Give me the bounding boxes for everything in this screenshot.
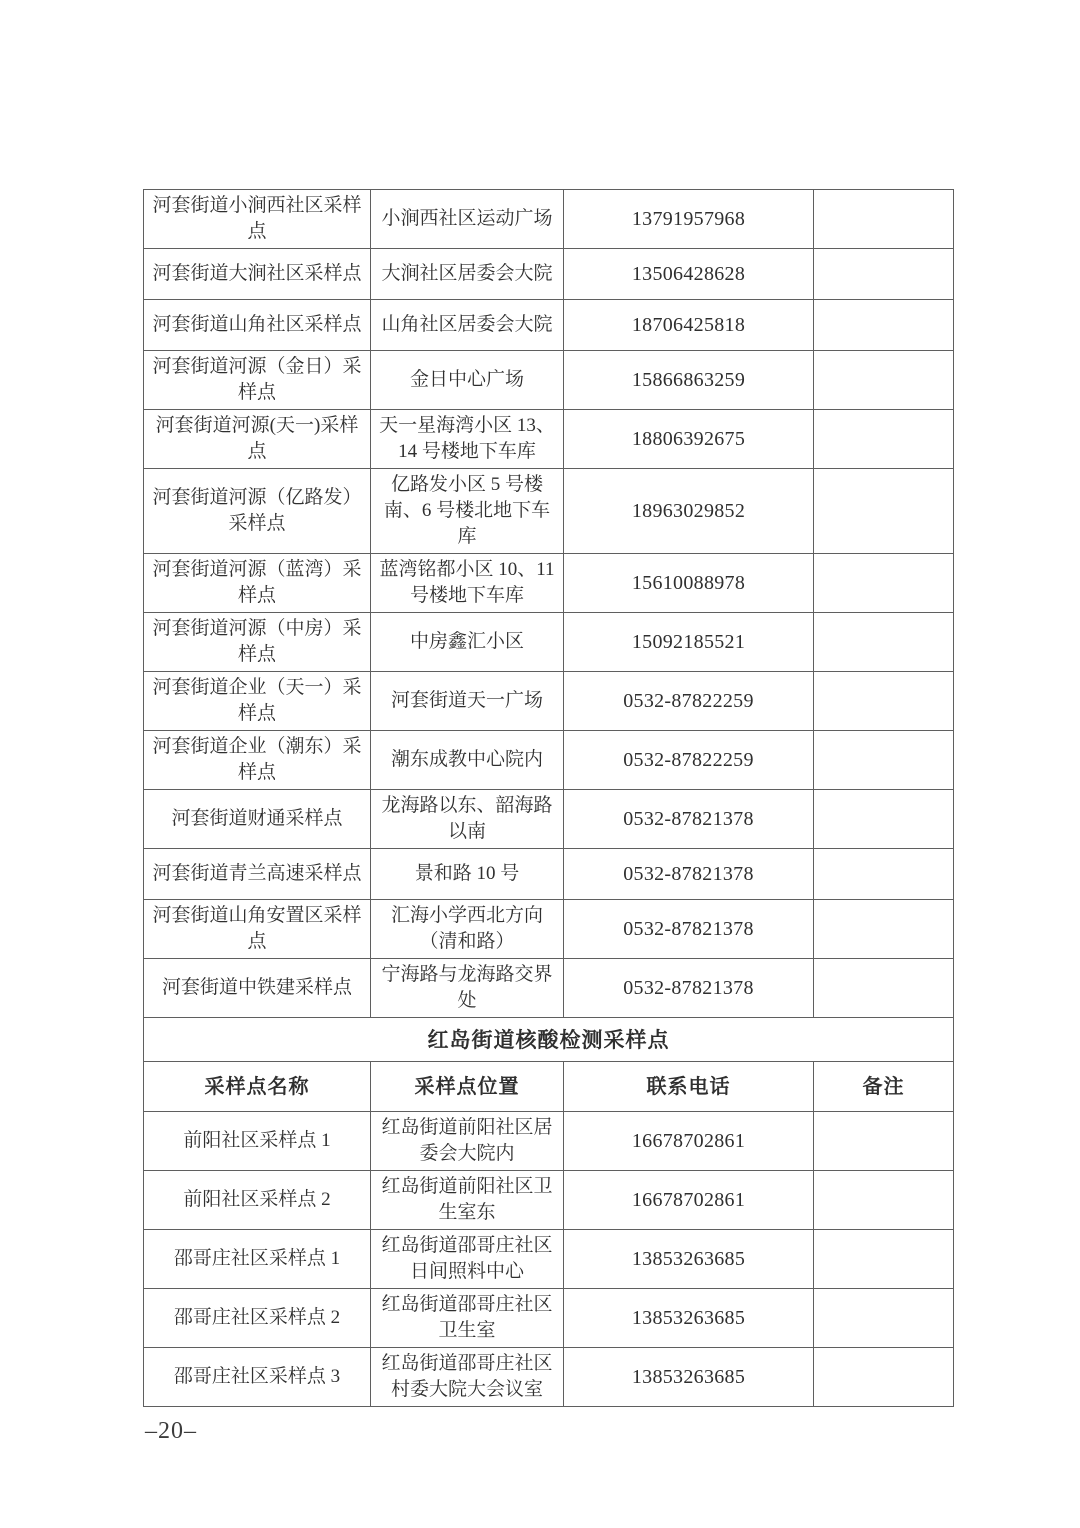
- cell-remarks: [814, 672, 954, 731]
- cell-site-location: 宁海路与龙海路交界处: [371, 959, 564, 1018]
- cell-site-name: 河套街道山角社区采样点: [144, 300, 371, 351]
- cell-site-name: 河套街道企业（天一）采样点: [144, 672, 371, 731]
- table-row: [144, 190, 954, 249]
- section2-header-row: [144, 1062, 954, 1112]
- cell-site-name: 邵哥庄社区采样点 1: [144, 1230, 371, 1289]
- cell-remarks: [814, 959, 954, 1018]
- table-row: [144, 959, 954, 1018]
- table-row: [144, 672, 954, 731]
- cell-site-location: 金日中心广场: [371, 351, 564, 410]
- table-row: [144, 554, 954, 613]
- cell-contact-phone: 13853263685: [564, 1230, 814, 1289]
- cell-site-name: 河套街道青兰高速采样点: [144, 849, 371, 900]
- cell-contact-phone: 13853263685: [564, 1348, 814, 1407]
- cell-contact-phone: 18963029852: [564, 469, 814, 554]
- cell-site-name: 河套街道河源（金日）采样点: [144, 351, 371, 410]
- section2-title: 红岛街道核酸检测采样点: [144, 1018, 954, 1062]
- cell-remarks: [814, 1112, 954, 1171]
- cell-remarks: [814, 1171, 954, 1230]
- cell-remarks: [814, 249, 954, 300]
- cell-remarks: [814, 1289, 954, 1348]
- table-row: [144, 1289, 954, 1348]
- cell-contact-phone: 16678702861: [564, 1112, 814, 1171]
- col-header-contact-phone: 联系电话: [564, 1062, 814, 1112]
- cell-remarks: [814, 554, 954, 613]
- cell-contact-phone: 13791957968: [564, 190, 814, 249]
- table-row: [144, 410, 954, 469]
- cell-remarks: [814, 300, 954, 351]
- table-row: [144, 1112, 954, 1171]
- cell-contact-phone: 0532-87821378: [564, 900, 814, 959]
- cell-site-location: 亿路发小区 5 号楼南、6 号楼北地下车库: [371, 469, 564, 554]
- table-row: [144, 1230, 954, 1289]
- section2-title-row: [144, 1018, 954, 1062]
- table-row: [144, 613, 954, 672]
- cell-remarks: [814, 469, 954, 554]
- cell-site-name: 河套街道财通采样点: [144, 790, 371, 849]
- cell-remarks: [814, 410, 954, 469]
- cell-contact-phone: 0532-87822259: [564, 731, 814, 790]
- table-row: [144, 790, 954, 849]
- cell-site-location: 蓝湾铭都小区 10、11 号楼地下车库: [371, 554, 564, 613]
- cell-site-location: 景和路 10 号: [371, 849, 564, 900]
- cell-contact-phone: 15866863259: [564, 351, 814, 410]
- cell-site-location: 红岛街道前阳社区卫生室东: [371, 1171, 564, 1230]
- cell-site-location: 河套街道天一广场: [371, 672, 564, 731]
- table-row: [144, 1171, 954, 1230]
- cell-site-name: 河套街道企业（潮东）采样点: [144, 731, 371, 790]
- table-row: [144, 351, 954, 410]
- page-number: –20–: [145, 1418, 197, 1444]
- cell-site-location: 小涧西社区运动广场: [371, 190, 564, 249]
- cell-site-location: 红岛街道邵哥庄社区卫生室: [371, 1289, 564, 1348]
- cell-site-location: 天一星海湾小区 13、14 号楼地下车库: [371, 410, 564, 469]
- cell-site-name: 河套街道中铁建采样点: [144, 959, 371, 1018]
- cell-site-name: 邵哥庄社区采样点 2: [144, 1289, 371, 1348]
- sampling-points-table: [143, 189, 954, 1407]
- cell-remarks: [814, 790, 954, 849]
- cell-contact-phone: 0532-87821378: [564, 959, 814, 1018]
- cell-site-name: 河套街道大涧社区采样点: [144, 249, 371, 300]
- col-header-site-name: 采样点名称: [144, 1062, 371, 1112]
- cell-site-location: 红岛街道邵哥庄社区日间照料中心: [371, 1230, 564, 1289]
- table-row: [144, 849, 954, 900]
- cell-site-location: 红岛街道前阳社区居委会大院内: [371, 1112, 564, 1171]
- cell-site-location: 红岛街道邵哥庄社区村委大院大会议室: [371, 1348, 564, 1407]
- cell-remarks: [814, 1230, 954, 1289]
- cell-remarks: [814, 731, 954, 790]
- cell-remarks: [814, 351, 954, 410]
- cell-site-name: 前阳社区采样点 1: [144, 1112, 371, 1171]
- cell-site-name: 河套街道河源(天一)采样点: [144, 410, 371, 469]
- cell-contact-phone: 13506428628: [564, 249, 814, 300]
- cell-remarks: [814, 900, 954, 959]
- cell-site-location: 中房鑫汇小区: [371, 613, 564, 672]
- table-row: [144, 469, 954, 554]
- cell-contact-phone: 15092185521: [564, 613, 814, 672]
- cell-site-location: 潮东成教中心院内: [371, 731, 564, 790]
- cell-contact-phone: 16678702861: [564, 1171, 814, 1230]
- cell-site-location: 汇海小学西北方向（清和路）: [371, 900, 564, 959]
- cell-remarks: [814, 849, 954, 900]
- cell-site-name: 河套街道河源（蓝湾）采样点: [144, 554, 371, 613]
- cell-contact-phone: 13853263685: [564, 1289, 814, 1348]
- table-row: [144, 249, 954, 300]
- table-row: [144, 1348, 954, 1407]
- cell-remarks: [814, 1348, 954, 1407]
- cell-contact-phone: 0532-87821378: [564, 790, 814, 849]
- col-header-site-location: 采样点位置: [371, 1062, 564, 1112]
- cell-site-location: 山角社区居委会大院: [371, 300, 564, 351]
- cell-contact-phone: 15610088978: [564, 554, 814, 613]
- cell-site-name: 前阳社区采样点 2: [144, 1171, 371, 1230]
- table-row: [144, 900, 954, 959]
- col-header-remarks: 备注: [814, 1062, 954, 1112]
- cell-contact-phone: 18806392675: [564, 410, 814, 469]
- cell-site-name: 河套街道河源（中房）采样点: [144, 613, 371, 672]
- section2-header-group: [144, 1018, 954, 1112]
- cell-site-name: 河套街道河源（亿路发）采样点: [144, 469, 371, 554]
- cell-contact-phone: 0532-87822259: [564, 672, 814, 731]
- cell-site-name: 邵哥庄社区采样点 3: [144, 1348, 371, 1407]
- cell-contact-phone: 18706425818: [564, 300, 814, 351]
- cell-site-location: 大涧社区居委会大院: [371, 249, 564, 300]
- cell-remarks: [814, 190, 954, 249]
- cell-contact-phone: 0532-87821378: [564, 849, 814, 900]
- cell-site-location: 龙海路以东、韶海路以南: [371, 790, 564, 849]
- section2-body: [144, 1112, 954, 1407]
- cell-site-name: 河套街道山角安置区采样点: [144, 900, 371, 959]
- section1-body: [144, 190, 954, 1018]
- table-row: [144, 300, 954, 351]
- cell-site-name: 河套街道小涧西社区采样点: [144, 190, 371, 249]
- cell-remarks: [814, 613, 954, 672]
- table-row: [144, 731, 954, 790]
